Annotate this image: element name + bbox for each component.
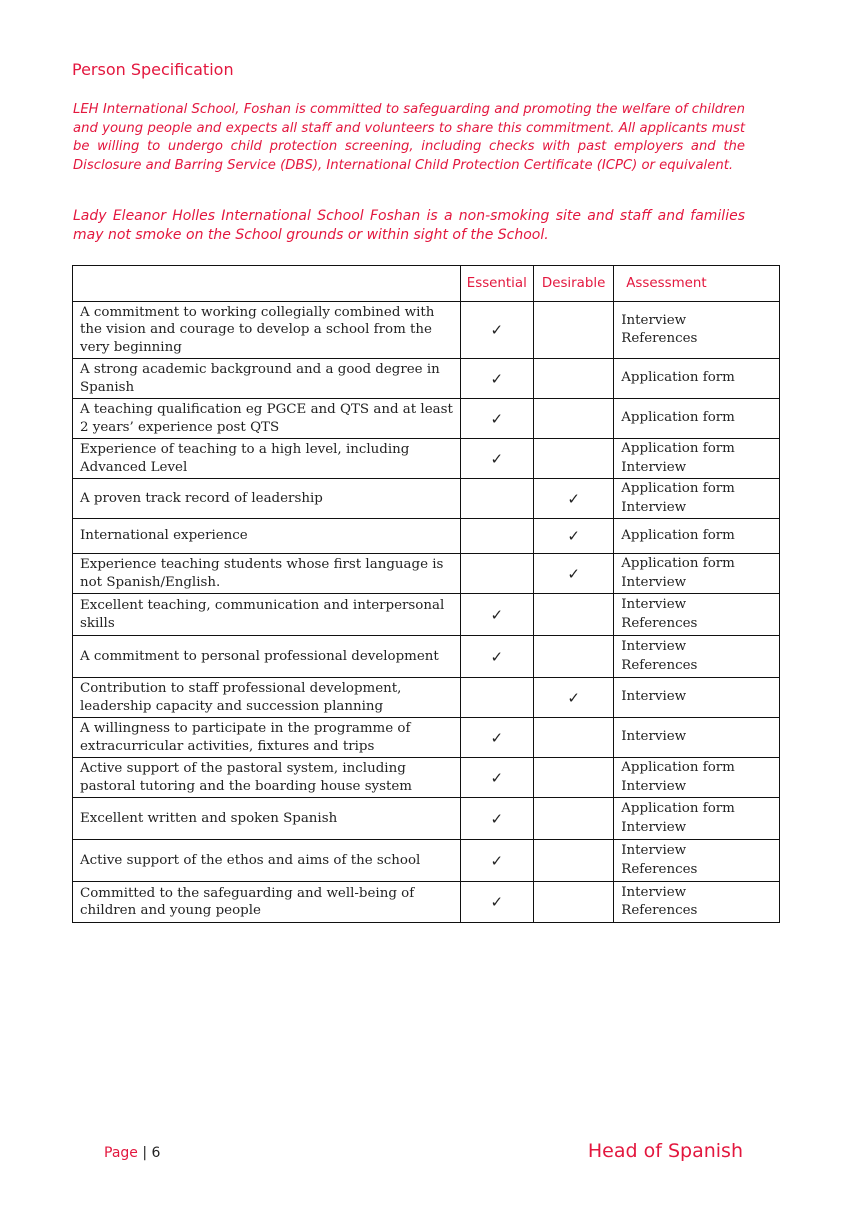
criterion-cell: A commitment to working collegially combined with the vision and courage to develop a school from the very beginning	[73, 302, 461, 359]
assessment-cell	[614, 798, 780, 840]
desirable-check-icon: ✓	[533, 678, 613, 718]
desirable-check-icon	[533, 840, 613, 882]
essential-check-icon: ✓	[460, 840, 533, 882]
assessment-cell	[614, 636, 780, 678]
table-row	[73, 636, 780, 678]
assessment-method: Interview	[621, 689, 687, 705]
table-row	[73, 359, 780, 399]
criterion-cell: Contribution to staff professional development, leadership capacity and succession planning	[73, 678, 461, 718]
criterion-cell: A strong academic background and a good degree in Spanish	[73, 359, 461, 399]
assessment-method: References	[621, 903, 698, 918]
assessment-method: Application form	[621, 527, 735, 543]
essential-check-icon: ✓	[460, 636, 533, 678]
assessment-method: Interview	[621, 639, 687, 654]
page-number: 6	[151, 1145, 161, 1161]
desirable-check-icon	[533, 636, 613, 678]
table-row	[73, 882, 780, 923]
safeguarding-statement: LEH International School, Foshan is committed to safeguarding and promoting the welfare of children and young people and expects all staff and volunteers to share this commitment. All applicants must be willing to undergo child protection screening, including checks with past employers and the Disclosure and Barring Service (DBS), International Child Protection Certificate (ICPC) or equivalent.	[73, 102, 745, 173]
table-body	[73, 302, 780, 923]
table-row	[73, 479, 780, 519]
header-desirable: Desirable	[533, 266, 613, 302]
table-row	[73, 718, 780, 758]
essential-check-icon: ✓	[460, 594, 533, 636]
desirable-check-icon: ✓	[533, 554, 613, 594]
table-row	[73, 519, 780, 554]
essential-check-icon: ✓	[460, 399, 533, 439]
assessment-method: Interview	[621, 778, 687, 794]
desirable-check-icon: ✓	[533, 479, 613, 519]
table-row	[73, 678, 780, 718]
assessment-method: Interview	[621, 819, 687, 835]
non-smoking-statement: Lady Eleanor Holles International School Foshan is a non-smoking site and staff and families may not smoke on the School grounds or within sight of the School.	[73, 208, 745, 243]
desirable-check-icon	[533, 399, 613, 439]
assessment-cell	[614, 882, 780, 923]
criterion-cell: Active support of the pastoral system, including pastoral tutoring and the boarding house system	[73, 758, 461, 798]
assessment-cell	[614, 678, 780, 718]
table-row	[73, 439, 780, 479]
assessment-method: References	[621, 861, 698, 877]
criterion-cell: Committed to the safeguarding and well-being of children and young people	[73, 882, 461, 923]
criterion-cell: Excellent teaching, communication and interpersonal skills	[73, 594, 461, 636]
assessment-cell	[614, 758, 780, 798]
table-row	[73, 554, 780, 594]
assessment-method: Application form	[621, 556, 735, 571]
assessment-method: Interview	[621, 884, 687, 900]
desirable-check-icon	[533, 882, 613, 923]
essential-check-icon: ✓	[460, 359, 533, 399]
desirable-check-icon	[533, 359, 613, 399]
table-row	[73, 758, 780, 798]
header-assessment: Assessment	[614, 266, 780, 302]
desirable-check-icon: ✓	[533, 519, 613, 554]
assessment-method: Application form	[621, 801, 735, 816]
header-criterion	[73, 266, 461, 302]
assessment-cell	[614, 718, 780, 758]
criterion-cell: A commitment to personal professional development	[73, 636, 461, 678]
page-separator: |	[142, 1145, 148, 1161]
criterion-cell: International experience	[73, 519, 461, 554]
desirable-check-icon	[533, 594, 613, 636]
assessment-cell	[614, 594, 780, 636]
assessment-cell	[614, 840, 780, 882]
assessment-cell	[614, 479, 780, 519]
essential-check-icon	[460, 554, 533, 594]
assessment-cell	[614, 439, 780, 479]
desirable-check-icon	[533, 798, 613, 840]
assessment-cell	[614, 554, 780, 594]
person-specification-table	[72, 265, 780, 923]
essential-check-icon: ✓	[460, 758, 533, 798]
essential-check-icon: ✓	[460, 718, 533, 758]
assessment-cell	[614, 359, 780, 399]
assessment-method: Application form	[621, 441, 735, 456]
criterion-cell: A proven track record of leadership	[73, 479, 461, 519]
assessment-method: Interview	[621, 729, 687, 745]
assessment-method: Interview	[621, 597, 687, 612]
page-heading: Person Specification	[72, 60, 234, 79]
assessment-cell	[614, 519, 780, 554]
table-row	[73, 399, 780, 439]
essential-check-icon: ✓	[460, 439, 533, 479]
criterion-cell: Excellent written and spoken Spanish	[73, 798, 461, 840]
assessment-cell	[614, 302, 780, 359]
page-label: Page	[104, 1145, 138, 1161]
assessment-method: Interview	[621, 459, 687, 475]
criterion-cell: Active support of the ethos and aims of the school	[73, 840, 461, 882]
header-essential: Essential	[460, 266, 533, 302]
assessment-method: Interview	[621, 574, 687, 590]
table-row	[73, 594, 780, 636]
essential-check-icon: ✓	[460, 302, 533, 359]
assessment-cell	[614, 399, 780, 439]
assessment-method: Application form	[621, 410, 735, 426]
assessment-method: Interview	[621, 312, 687, 328]
document-title-footer: Head of Spanish	[587, 1140, 743, 1162]
essential-check-icon	[460, 678, 533, 718]
desirable-check-icon	[533, 302, 613, 359]
assessment-method: Application form	[621, 760, 735, 775]
table-row	[73, 302, 780, 359]
assessment-method: References	[621, 657, 698, 673]
assessment-method: References	[621, 331, 698, 346]
desirable-check-icon	[533, 758, 613, 798]
criterion-cell: Experience teaching students whose first language is not Spanish/English.	[73, 554, 461, 594]
desirable-check-icon	[533, 718, 613, 758]
essential-check-icon	[460, 519, 533, 554]
assessment-method: References	[621, 615, 698, 631]
table-header-row	[73, 266, 780, 302]
essential-check-icon: ✓	[460, 798, 533, 840]
assessment-method: Application form	[621, 481, 735, 496]
criterion-cell: Experience of teaching to a high level, including Advanced Level	[73, 439, 461, 479]
essential-check-icon	[460, 479, 533, 519]
assessment-method: Interview	[621, 843, 687, 858]
table-row	[73, 840, 780, 882]
essential-check-icon: ✓	[460, 882, 533, 923]
assessment-method: Application form	[621, 370, 735, 386]
page-number-footer	[104, 1145, 160, 1161]
criterion-cell: A willingness to participate in the programme of extracurricular activities, fixtures and trips	[73, 718, 461, 758]
assessment-method: Interview	[621, 499, 687, 515]
criterion-cell: A teaching qualification eg PGCE and QTS and at least 2 years’ experience post QTS	[73, 399, 461, 439]
table-row	[73, 798, 780, 840]
desirable-check-icon	[533, 439, 613, 479]
